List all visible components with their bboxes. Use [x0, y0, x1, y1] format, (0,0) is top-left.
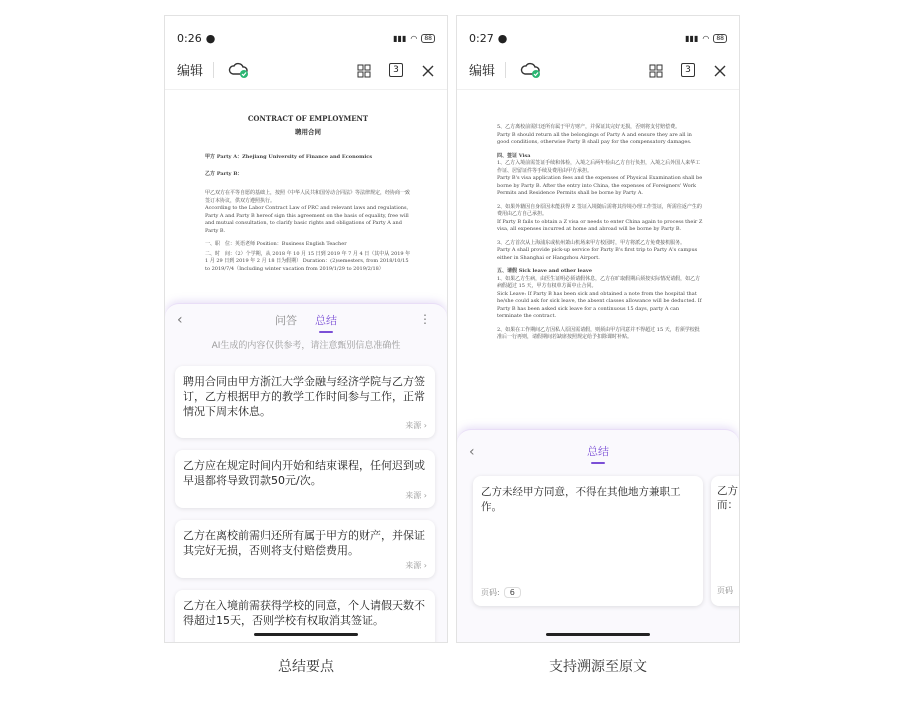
- more-options-icon[interactable]: ⋮: [419, 312, 431, 326]
- summary-card[interactable]: [175, 366, 435, 438]
- term-clause: 二、时 间：（2）个学期，从 2018 年 10 月 15 日到 2019 年 7 月 4 日（其中从 2019 年 1 月 29 日到 2019 年 2 月 18 日为假期） Duration：(2)semesters, from 2018/10/15 to 2019/7/4（Including winter vacation from 2019/1/29 to 2019/2/18）: [205, 250, 411, 272]
- clause-pickup-cn: 3、乙方首次从上海浦东或杭州萧山机场来甲方校园时，甲方将派乙方免费接机服务。: [497, 239, 686, 246]
- home-indicator: [546, 633, 650, 636]
- wifi-icon: ◠: [410, 34, 418, 43]
- contract-document: [497, 124, 703, 342]
- edit-button[interactable]: 编辑: [469, 64, 496, 79]
- clause-pickup-en: Party A shall provide pick-up service for Party B's first trip to Party A's campus either in Shanghai or Hangzhou Airport.: [497, 247, 698, 261]
- document-subtitle: 聘用合同: [295, 128, 321, 136]
- summary-card[interactable]: [175, 450, 435, 508]
- summary-text: 乙方应在规定时间内开始和结束课程，任何迟到或早退都将导致罚款50元/次。: [183, 459, 425, 487]
- summary-text: 聘用合同由甲方浙江大学金融与经济学院与乙方签订，乙方根据甲方的教学工作时间参与工作，正常情况下周末休息。: [183, 375, 425, 418]
- tab-summary[interactable]: 总结: [315, 314, 337, 327]
- summary-text: 乙方在入境前需获得学校的同意，个人请假天数不得超过15天，否则学校有权取消其签证。: [183, 599, 425, 627]
- grid-view-icon[interactable]: [357, 63, 371, 77]
- back-chevron-icon[interactable]: ‹: [469, 444, 475, 460]
- caption-source-trace: 支持溯源至原文: [549, 659, 647, 675]
- clause-visa-en: Party B's visa application fees and the expenses of Physical Examination shall be borne by Party B. After the entry into China, the expenses of Foreigners' Work Permits and Residence Permits shall be borne by Party A.: [497, 175, 703, 196]
- clause-visa-cn: 1、乙方入境前需签证手续和体检，入境之后两年检由乙方自行负担，入境之后外国人来华工作证、居留证件等手续及费用由甲方承担。: [497, 160, 701, 174]
- page-reference[interactable]: 页码: 6: [481, 587, 521, 598]
- divider: [505, 62, 506, 78]
- summary-sheet: [165, 303, 447, 642]
- next-summary-card[interactable]: [711, 476, 740, 606]
- edit-button[interactable]: 编辑: [177, 64, 204, 79]
- notification-icon: ●: [497, 32, 508, 45]
- app-bar: [165, 50, 447, 90]
- page-reference: 页码: [717, 586, 733, 595]
- sheet-header: [457, 430, 739, 472]
- paragraph-en: According to the Labor Contract Law of PRC and relevant laws and regulations, Party A and Party B hereof sign this agreement on the basis of equality, free will and mutual consultation, to clarify basic rights and obligations of Party A and Party B.: [205, 205, 409, 234]
- paragraph-cn: 甲乙双方在平等自愿的基础上，按照《中华人民共和国劳动合同法》等法律规定，经协商一致签订本协议，供双方遵照执行。: [205, 190, 411, 204]
- clause-personal-leave-cn: 2、如果在工作期间乙方因私人原因需请假，则须由甲方同意并不得超过 15 天，若须学校批准后一行再则，请假期间若缺席按照规定给予扣除课时补贴。: [497, 326, 700, 340]
- page-count-icon[interactable]: 3: [681, 63, 695, 77]
- position-clause: 一、职 位：英语老师 Position：Business English Teacher: [205, 241, 347, 247]
- status-bar: [165, 16, 447, 50]
- close-icon[interactable]: [713, 63, 727, 77]
- summary-sheet: [457, 429, 739, 642]
- summary-card[interactable]: [175, 520, 435, 578]
- battery-indicator: 88: [421, 34, 435, 43]
- summary-text: 乙方在离校前需归还所有属于甲方的财产，并保证其完好无损，否则将支付赔偿费用。: [183, 529, 425, 557]
- wifi-icon: ◠: [702, 34, 710, 43]
- contract-document: [205, 106, 411, 273]
- sheet-header: [165, 304, 447, 336]
- tab-summary[interactable]: 总结: [587, 445, 609, 458]
- caption-summary: 总结要点: [278, 659, 334, 675]
- battery-indicator: 88: [713, 34, 727, 43]
- divider: [213, 62, 214, 78]
- clause-sick-en: Sick Leave: If Party B has been sick and obtained a note from the hospital that he/she could ask for sick leave, the absent classes allowance will be deducted. If Party B has been asked sick leave for a continuous 15 days, party A can terminate the contract.: [497, 290, 702, 319]
- party-b: 乙方 Party B：: [205, 170, 243, 177]
- clause-return-property-cn: 5、乙方离校前需归还所有属于甲方财产，并保证其完好无损，否则将支付赔偿费。: [497, 124, 681, 130]
- party-a: 甲方 Party A：Zhejiang University of Finance and Economics: [205, 154, 373, 160]
- status-time: 0:26: [177, 32, 202, 45]
- tab-qa[interactable]: 问答: [275, 314, 297, 327]
- page-number-badge[interactable]: 6: [504, 587, 521, 598]
- summary-text: 乙方而：: [717, 485, 738, 511]
- page-count-icon[interactable]: 3: [389, 63, 403, 77]
- phone-source-view: [456, 15, 740, 643]
- clause-z-visa-en: If Party B fails to obtain a Z visa or needs to enter China again to process their Z visa, all expenses incurred at home and abroad will be borne by Party B.: [497, 218, 703, 232]
- notification-icon: ●: [205, 32, 216, 45]
- clause-sick-cn: 1、如果乙方生病，由医生证明必须请假休息，乙方在旷取假期后须按实际情况请假，如乙方病假超过 15 天，甲方有权单方面中止合同。: [497, 275, 701, 289]
- source-link[interactable]: 来源 ›: [405, 561, 427, 570]
- document-title: CONTRACT OF EMPLOYMENT: [247, 114, 369, 123]
- back-chevron-icon[interactable]: ‹: [177, 312, 183, 328]
- section-visa-heading: 四、签证 Visa: [497, 152, 531, 159]
- summary-text: 乙方未经甲方同意，不得在其他地方兼职工作。: [481, 486, 681, 513]
- source-link[interactable]: 来源 ›: [405, 491, 427, 500]
- clause-return-property-en: Party B should return all the belongings of Party A and ensure they are all in good conditions, otherwise Party B shall pay for the compensatory damages.: [497, 131, 692, 145]
- ai-disclaimer: AI生成的内容仅供参考，请注意甄别信息准确性: [211, 341, 401, 351]
- status-bar: [457, 16, 739, 50]
- status-time: 0:27: [469, 32, 494, 45]
- phone-summary-view: [164, 15, 448, 643]
- close-icon[interactable]: [421, 63, 435, 77]
- summary-card[interactable]: [473, 476, 703, 606]
- signal-icon: ▮▮▮: [685, 34, 699, 43]
- grid-view-icon[interactable]: [649, 63, 663, 77]
- cloud-sync-icon[interactable]: [520, 61, 542, 79]
- clause-z-visa-cn: 2、如果外籍因自身原因未能获得 Z 签证入境随后需将其待境办理工作签证，所需往返产生的费用由乙方自己承担。: [497, 203, 702, 217]
- app-bar: [457, 50, 739, 90]
- section-leave-heading: 五、请假 Sick leave and other leave: [497, 268, 593, 274]
- source-link[interactable]: 来源 ›: [405, 421, 427, 430]
- signal-icon: ▮▮▮: [393, 34, 407, 43]
- cloud-sync-icon[interactable]: [228, 61, 250, 79]
- home-indicator: [254, 633, 358, 636]
